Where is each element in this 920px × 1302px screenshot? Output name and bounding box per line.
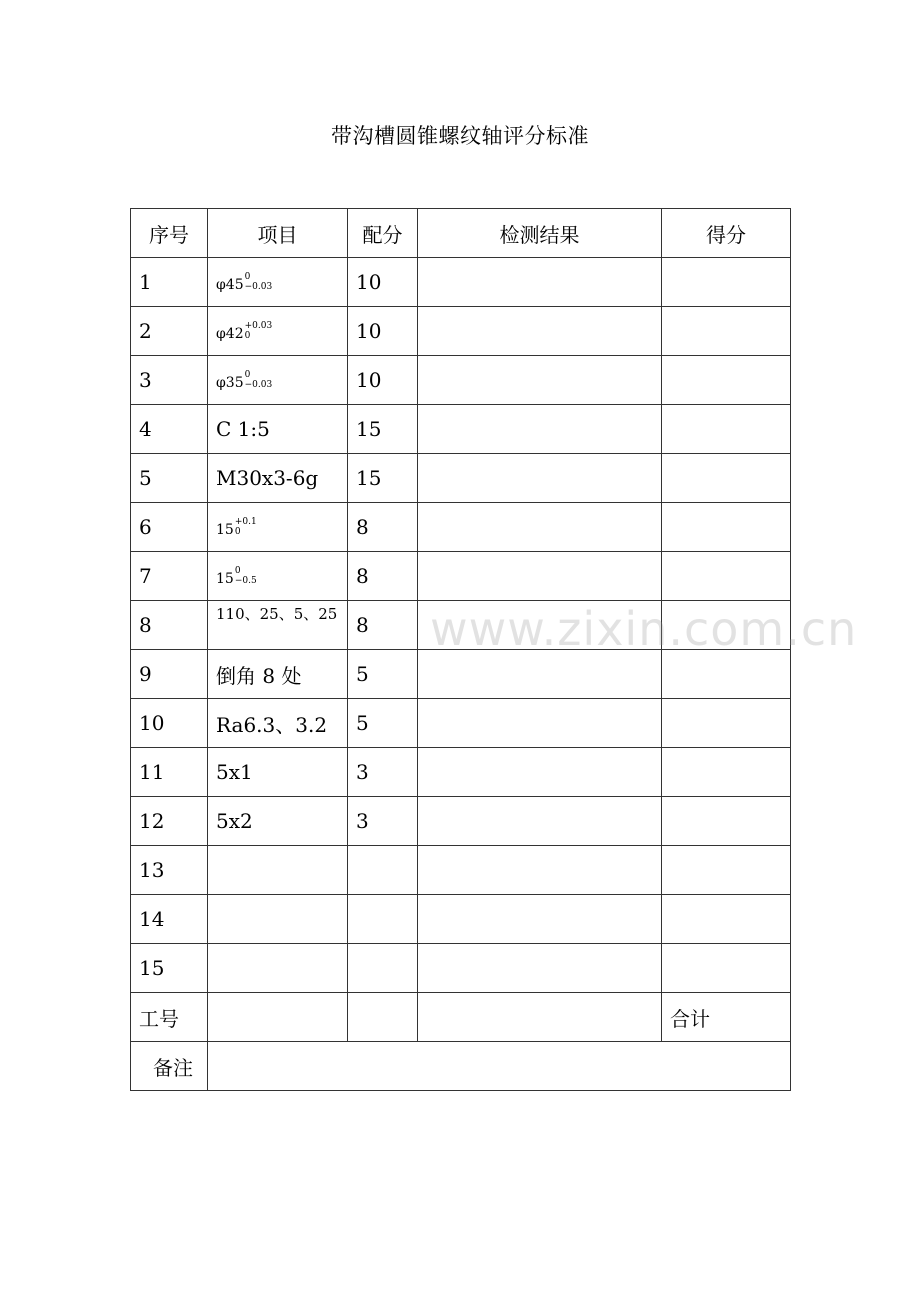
row-points-cell[interactable] <box>662 699 791 748</box>
row-points-cell[interactable] <box>662 748 791 797</box>
table-row <box>131 895 791 944</box>
row-item: 5x2 <box>208 797 348 846</box>
row-no: 7 <box>131 552 208 601</box>
row-points-cell[interactable] <box>662 797 791 846</box>
row-score[interactable] <box>348 846 418 895</box>
row-no: 12 <box>131 797 208 846</box>
row-result-cell[interactable] <box>418 748 662 797</box>
tolerance-lower: −0.03 <box>244 281 273 292</box>
row-item: 倒角 8 处 <box>208 650 348 699</box>
row-result-cell[interactable] <box>418 846 662 895</box>
row-result-cell[interactable] <box>418 552 662 601</box>
row-points-cell[interactable] <box>662 846 791 895</box>
row-score: 15 <box>348 405 418 454</box>
scoring-table <box>130 208 791 1091</box>
row-score: 3 <box>348 797 418 846</box>
total-label: 合计 <box>662 993 791 1042</box>
row-no: 3 <box>131 356 208 405</box>
row-score: 8 <box>348 503 418 552</box>
row-points-cell[interactable] <box>662 258 791 307</box>
item-base: φ45 <box>216 277 244 293</box>
remark-label: 备注 <box>131 1042 208 1091</box>
row-points-cell[interactable] <box>662 503 791 552</box>
header-no: 序号 <box>131 209 208 258</box>
remark-row <box>131 1042 791 1091</box>
row-item: M30x3-6g <box>208 454 348 503</box>
item-base: 15 <box>216 571 234 587</box>
row-item[interactable] <box>208 846 348 895</box>
row-result-cell[interactable] <box>418 307 662 356</box>
row-score: 8 <box>348 601 418 650</box>
row-points-cell[interactable] <box>662 601 791 650</box>
row-no: 10 <box>131 699 208 748</box>
table-row <box>131 503 791 552</box>
item-base: φ35 <box>216 375 244 391</box>
worker-id-cell-3[interactable] <box>418 993 662 1042</box>
row-score[interactable] <box>348 944 418 993</box>
row-item <box>208 503 348 552</box>
row-item <box>208 601 348 650</box>
tolerance-lower: −0.03 <box>244 379 273 390</box>
remark-cell[interactable] <box>208 1042 791 1091</box>
footer-row <box>131 993 791 1042</box>
tolerance-upper: +0.03 <box>244 320 273 331</box>
row-no: 13 <box>131 846 208 895</box>
tolerance-lower: 0 <box>234 526 241 537</box>
row-points-cell[interactable] <box>662 944 791 993</box>
row-score: 8 <box>348 552 418 601</box>
row-points-cell[interactable] <box>662 650 791 699</box>
worker-id-label: 工号 <box>131 993 208 1042</box>
row-no: 4 <box>131 405 208 454</box>
row-item <box>208 258 348 307</box>
row-item: C 1:5 <box>208 405 348 454</box>
row-no: 2 <box>131 307 208 356</box>
tolerance-upper: 0 <box>244 271 251 282</box>
row-score: 10 <box>348 356 418 405</box>
row-points-cell[interactable] <box>662 454 791 503</box>
item-base: 15 <box>216 522 234 538</box>
row-no: 6 <box>131 503 208 552</box>
row-score: 3 <box>348 748 418 797</box>
row-no: 5 <box>131 454 208 503</box>
row-score[interactable] <box>348 895 418 944</box>
table-row <box>131 454 791 503</box>
row-result-cell[interactable] <box>418 895 662 944</box>
row-result-cell[interactable] <box>418 503 662 552</box>
row-no: 11 <box>131 748 208 797</box>
document-title: 带沟槽圆锥螺纹轴评分标准 <box>331 124 589 148</box>
table-row <box>131 405 791 454</box>
row-item <box>208 356 348 405</box>
row-item[interactable] <box>208 895 348 944</box>
table-row <box>131 258 791 307</box>
row-result-cell[interactable] <box>418 356 662 405</box>
table-row <box>131 944 791 993</box>
row-result-cell[interactable] <box>418 797 662 846</box>
table-row <box>131 601 791 650</box>
header-item: 项目 <box>208 209 348 258</box>
row-score: 15 <box>348 454 418 503</box>
row-result-cell[interactable] <box>418 454 662 503</box>
row-score: 5 <box>348 699 418 748</box>
table-row <box>131 552 791 601</box>
row-item[interactable] <box>208 944 348 993</box>
table-row <box>131 356 791 405</box>
row-item: 5x1 <box>208 748 348 797</box>
row-no: 14 <box>131 895 208 944</box>
row-result-cell[interactable] <box>418 601 662 650</box>
row-no: 9 <box>131 650 208 699</box>
row-no: 1 <box>131 258 208 307</box>
table-row <box>131 699 791 748</box>
tolerance-upper: 0 <box>234 565 241 576</box>
tolerance-upper: +0.1 <box>234 516 257 527</box>
watermark: www.zixin.com.cn <box>430 602 858 656</box>
header-score-allocation: 配分 <box>348 209 418 258</box>
table-row <box>131 748 791 797</box>
row-no: 15 <box>131 944 208 993</box>
row-points-cell[interactable] <box>662 307 791 356</box>
row-item: Ra6.3、3.2 <box>208 699 348 748</box>
row-points-cell[interactable] <box>662 405 791 454</box>
row-result-cell[interactable] <box>418 405 662 454</box>
row-result-cell[interactable] <box>418 699 662 748</box>
header-inspection-result: 检测结果 <box>418 209 662 258</box>
table-header-row <box>131 209 791 258</box>
row-points-cell[interactable] <box>662 356 791 405</box>
table-row <box>131 307 791 356</box>
table-row <box>131 797 791 846</box>
header-points: 得分 <box>662 209 791 258</box>
row-no: 8 <box>131 601 208 650</box>
worker-id-cell[interactable] <box>208 993 348 1042</box>
row-item <box>208 307 348 356</box>
row-result-cell[interactable] <box>418 650 662 699</box>
row-points-cell[interactable] <box>662 895 791 944</box>
row-score: 5 <box>348 650 418 699</box>
row-points-cell[interactable] <box>662 552 791 601</box>
table-row <box>131 846 791 895</box>
tolerance-upper: 0 <box>244 369 251 380</box>
item-base: φ42 <box>216 326 244 342</box>
row-score: 10 <box>348 258 418 307</box>
worker-id-cell-2[interactable] <box>348 993 418 1042</box>
tolerance-lower: 0 <box>244 330 251 341</box>
row-result-cell[interactable] <box>418 258 662 307</box>
row-result-cell[interactable] <box>418 944 662 993</box>
row-score: 10 <box>348 307 418 356</box>
tolerance-lower: −0.5 <box>234 575 257 586</box>
item-text: 110、25、5、25 <box>216 605 338 623</box>
row-item <box>208 552 348 601</box>
table-row <box>131 650 791 699</box>
